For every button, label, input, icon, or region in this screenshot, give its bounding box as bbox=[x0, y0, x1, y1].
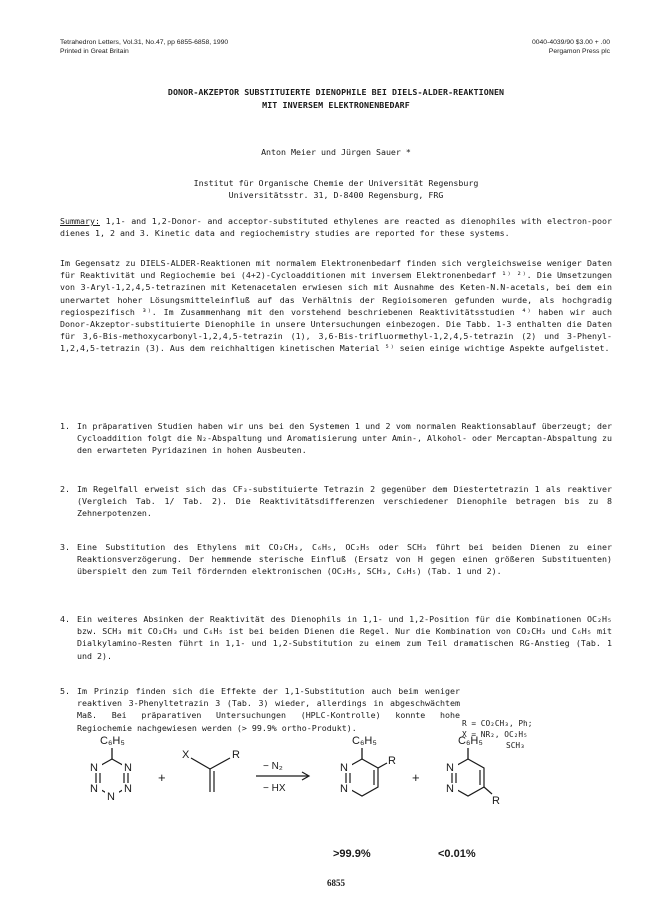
ortho-yield: >99.9% bbox=[333, 848, 371, 860]
summary-paragraph bbox=[60, 215, 612, 239]
pyridazine-ortho bbox=[338, 735, 396, 796]
affiliation bbox=[60, 178, 612, 201]
ring-n: N bbox=[90, 783, 98, 795]
plus-sign: + bbox=[158, 770, 166, 785]
plus-sign: + bbox=[412, 770, 420, 785]
publisher-name: Pergamon Press plc bbox=[548, 48, 610, 55]
item-text: In präparativen Studien haben wir uns bei den Systemen 1 und 2 vom normalen Reaktionsablauf überzeugt; der Cycloaddition folgt die N₂-Abspaltung und Aromatisierung unter Amin-, Alkohol- oder Mercaptan-Abspaltung zu den erwarteten Pyridazinen in hohen Ausbeuten. bbox=[77, 421, 612, 456]
item-number: 5. bbox=[60, 686, 70, 696]
list-item bbox=[60, 613, 612, 662]
ring-n: N bbox=[446, 762, 454, 774]
ring-n: N bbox=[124, 783, 132, 795]
phenyl-label: C₆H₅ bbox=[100, 735, 125, 747]
ring-n: N bbox=[90, 762, 98, 774]
r-label: R bbox=[232, 749, 240, 761]
paper-title bbox=[60, 86, 612, 112]
item-text: Ein weiteres Absinken der Reaktivität des Dienophils in 1,1- und 1,2-Position für die Kombinationen OC₂H₅ bzw. SCH₃ mit CO₂CH₃ und C₆H₅ ist bei beiden Dienen die Regel. Nur die Kombination von CO₂CH₃ und C₆H₅ mit Dialkylamino-Resten führt in 1,1- und 1,2-Substitution zu einem zum Teil dramatischen RG-Anstieg (Tab. 1 und 2). bbox=[77, 614, 612, 661]
authors: Anton Meier und Jürgen Sauer * bbox=[261, 147, 411, 157]
item-number: 1. bbox=[60, 421, 70, 431]
ring-n: N bbox=[107, 791, 115, 803]
ring-n: N bbox=[340, 762, 348, 774]
item-number: 4. bbox=[60, 614, 70, 624]
arrow-top-label: − N₂ bbox=[263, 761, 283, 772]
title-line-2: MIT INVERSEM ELEKTRONENBEDARF bbox=[262, 100, 410, 110]
intro-paragraph: Im Gegensatz zu DIELS-ALDER-Reaktionen mit normalem Elektronenbedarf finden sich vergleichsweise weniger Daten für Reaktivität und Regiochemie bei (4+2)-Cycloadditionen mit inversem Elektronenbedarf ¹⁾ ²⁾. Die Umsetzungen von 3-Aryl-1,2,4,5-tetrazinen mit Ketenacetalen erwiesen sich mit Ausnahme des Keten-N.N-acetals, bei dem ein unerwartet hoher Lösungsmitteleinfluß auf das Verhältnis der Regioisomeren gefunden wurde, als hochgradig regiospezifisch ³⁾. Im Zusammenhang mit den vorstehend beschriebenen Reaktivitätsstudien ⁴⁾ haben wir auch Donor-Akzeptor-substituierte Dienophile in unsere Untersuchungen einbezogen. Die Tabb. 1-3 enthalten die Daten für 3,6-Bis-methoxycarbonyl-1,2,4,5-tetrazin (1), 3,6-Bis-trifluormethyl-1,2,4,5-tetrazin (2) und 3-Phenyl-1,2,4,5-tetrazin (3). Aus dem reichhaltigen kinetischen Material ⁵⁾ seien einige wichtige Aspekte aufgelistet. bbox=[60, 258, 612, 354]
price-code: 0040-4039/90 $3.00 + .00 bbox=[531, 39, 610, 46]
summary-label: Summary: bbox=[60, 216, 100, 226]
item-text: Im Prinzip finden sich die Effekte der 1,1-Substitution auch beim weniger reaktiven 3-Phenyltetrazin 3 (Tab. 3) wieder, allerdings in abgeschwächtem Maß. Bei präparativen Untersuchungen (HPLC-Kontrolle) konnte hohe Regiochemie nachgewiesen werden (> 99.9% ortho-Produkt). bbox=[77, 686, 460, 733]
ring-n: N bbox=[446, 783, 454, 795]
reaction-arrow bbox=[256, 761, 309, 794]
x-definition-cont: SCH₃ bbox=[506, 741, 525, 750]
list-item bbox=[60, 420, 612, 457]
affiliation-line-2: Universitätsstr. 31, D-8400 Regensburg, FRG bbox=[228, 189, 444, 200]
meta-yield: <0.01% bbox=[438, 848, 476, 860]
item-number: 3. bbox=[60, 542, 70, 552]
list-item bbox=[60, 483, 612, 520]
phenyl-label: C₆H₅ bbox=[352, 735, 377, 747]
x-label: X bbox=[182, 749, 190, 761]
summary-text: 1,1- and 1,2-Donor- and acceptor-substituted ethylenes are reacted as dienophiles with electron-poor dienes 1, 2 and 3. Kinetic data and regiochemistry studies are reported for these systems. bbox=[60, 216, 612, 239]
journal-citation bbox=[60, 38, 228, 56]
citation-line: Tetrahedron Letters, Vol.31, No.47, pp 6855-6858, 1990 bbox=[60, 39, 229, 46]
dienophile-structure bbox=[182, 749, 240, 792]
item-text: Im Regelfall erweist sich das CF₃-substituierte Tetrazin 2 gegenüber dem Diestertetrazin 1 als reaktiver (Vergleich Tab. 1/ Tab. 2). Die Reaktivitätsdifferenzen verschiedener Dienophile betragen bis zu 8 Zehnerpotenzen. bbox=[77, 484, 612, 519]
page-number: 6855 bbox=[327, 878, 345, 888]
item-number: 2. bbox=[60, 484, 70, 494]
list-item bbox=[60, 685, 460, 734]
ring-n: N bbox=[340, 783, 348, 795]
list-item bbox=[60, 541, 612, 578]
phenyl-label: C₆H₅ bbox=[458, 735, 483, 747]
ring-n: N bbox=[124, 762, 132, 774]
item-text: Eine Substitution des Ethylens mit CO₂CH₃, C₆H₅, OC₂H₅ oder SCH₃ führt bei beiden Dienen zu einer Reaktionsverzögerung. Der hemmende sterische Einfluß (Ersatz von H gegen einen größeren Substituenten) überspielt den zum Teil fördernden elektronischen (OC₂H₅, SCH₃, C₆H₅) (Tab. 1 und 2). bbox=[77, 542, 612, 577]
pyridazine-meta bbox=[444, 735, 500, 807]
publisher-info bbox=[532, 38, 610, 56]
r-label: R bbox=[388, 755, 396, 767]
arrow-bottom-label: − HX bbox=[263, 783, 286, 794]
r-label: R bbox=[492, 795, 500, 807]
tetrazine-structure bbox=[88, 735, 136, 803]
affiliation-line-1: Institut für Organische Chemie der Universität Regensburg bbox=[193, 178, 479, 188]
title-line-1: DONOR-AKZEPTOR SUBSTITUIERTE DIENOPHILE BEI DIELS-ALDER-REAKTIONEN bbox=[167, 87, 505, 97]
r-definition: R = CO₂CH₃, Ph; bbox=[462, 719, 533, 728]
x-definition: X = NR₂, OC₂H₅ bbox=[462, 730, 528, 739]
printed-line: Printed in Great Britain bbox=[60, 48, 129, 55]
reaction-scheme bbox=[60, 732, 620, 847]
